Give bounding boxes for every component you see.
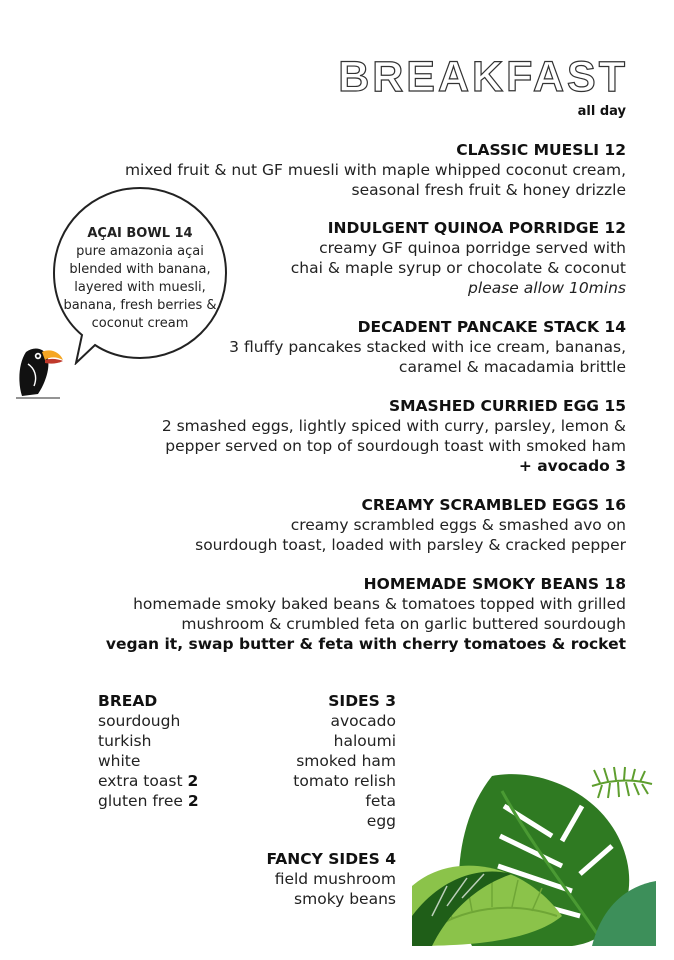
bread-item: sourdough (98, 712, 181, 730)
item-extra: vegan it, swap butter & feta with cherry tomatoes & rocket (105, 635, 626, 653)
item-desc: chai & maple syrup or chocolate & coconut (290, 259, 626, 277)
item-name: DECADENT PANCAKE STACK 14 (357, 318, 626, 336)
item-desc: seasonal fresh fruit & honey drizzle (351, 181, 626, 199)
item-desc: sourdough toast, loaded with parsley & cracked pepper (195, 536, 626, 554)
menu-item-pancake-stack (229, 317, 626, 377)
item-desc: homemade smoky baked beans & tomatoes topped with grilled (133, 595, 626, 613)
menu-title: BREAKFAST (338, 53, 628, 101)
bubble-desc: layered with muesli, (74, 280, 206, 295)
monstera-leaf-icon (412, 766, 656, 946)
item-desc: 3 fluffy pancakes stacked with ice cream, bananas, (229, 338, 626, 356)
menu-item-quinoa-porridge (291, 218, 626, 298)
item-name: CREAMY SCRAMBLED EGGS 16 (361, 496, 626, 514)
side-item: haloumi (333, 732, 396, 750)
bread-section (98, 691, 199, 811)
menu-item-smashed-curried-egg (162, 396, 626, 476)
fancy-sides-section (266, 849, 396, 909)
item-desc: mixed fruit & nut GF muesli with maple whipped coconut cream, (124, 161, 626, 179)
item-name: SMASHED CURRIED EGG 15 (388, 397, 626, 415)
gluten-free-price: 2 (187, 792, 199, 810)
bubble-desc: pure amazonia açai (76, 244, 204, 259)
item-note: please allow 10mins (468, 279, 626, 297)
side-item: smoked ham (296, 752, 396, 770)
bread-item-extra-toast (98, 771, 199, 791)
bread-item: white (98, 752, 141, 770)
extra-toast-label: extra toast (98, 772, 183, 790)
toucan-icon (14, 344, 64, 400)
gluten-free-label: gluten free (98, 792, 183, 810)
side-item: feta (365, 792, 396, 810)
item-name: CLASSIC MUESLI 12 (456, 141, 626, 159)
item-desc: creamy GF quinoa porridge served with (319, 239, 626, 257)
bubble-item-name: AÇAI BOWL 14 (87, 226, 193, 241)
bread-item-gluten-free (98, 791, 199, 811)
menu-subtitle: all day (577, 104, 626, 119)
item-name: INDULGENT QUINOA PORRIDGE 12 (327, 219, 626, 237)
item-desc: creamy scrambled eggs & smashed avo on (290, 516, 626, 534)
bubble-desc: coconut cream (91, 316, 189, 331)
item-desc: 2 smashed eggs, lightly spiced with curry, parsley, lemon & (161, 417, 626, 435)
extra-toast-price: 2 (187, 772, 199, 790)
item-desc: pepper served on top of sourdough toast with smoked ham (165, 437, 626, 455)
bread-heading: BREAD (98, 692, 158, 710)
acai-speech-bubble (52, 185, 228, 361)
bread-item: turkish (98, 732, 152, 750)
bubble-desc: banana, fresh berries & (63, 298, 217, 313)
bubble-desc: blended with banana, (69, 262, 211, 277)
item-desc: mushroom & crumbled feta on garlic buttered sourdough (181, 615, 626, 633)
item-name: HOMEMADE SMOKY BEANS 18 (363, 575, 626, 593)
item-desc: caramel & macadamia brittle (398, 358, 626, 376)
fancy-side-item: smoky beans (294, 890, 396, 908)
side-item: avocado (330, 712, 396, 730)
item-extra: + avocado 3 (518, 457, 626, 475)
menu-item-smoky-beans (106, 574, 626, 654)
fancy-side-item: field mushroom (274, 870, 396, 888)
sides-section (293, 691, 396, 831)
bubble-text (62, 225, 218, 333)
menu-item-scrambled-eggs (195, 495, 626, 555)
sides-heading: SIDES 3 (328, 692, 396, 710)
side-item: tomato relish (293, 772, 396, 790)
side-item: egg (366, 812, 396, 830)
fancy-sides-heading: FANCY SIDES 4 (266, 850, 396, 868)
